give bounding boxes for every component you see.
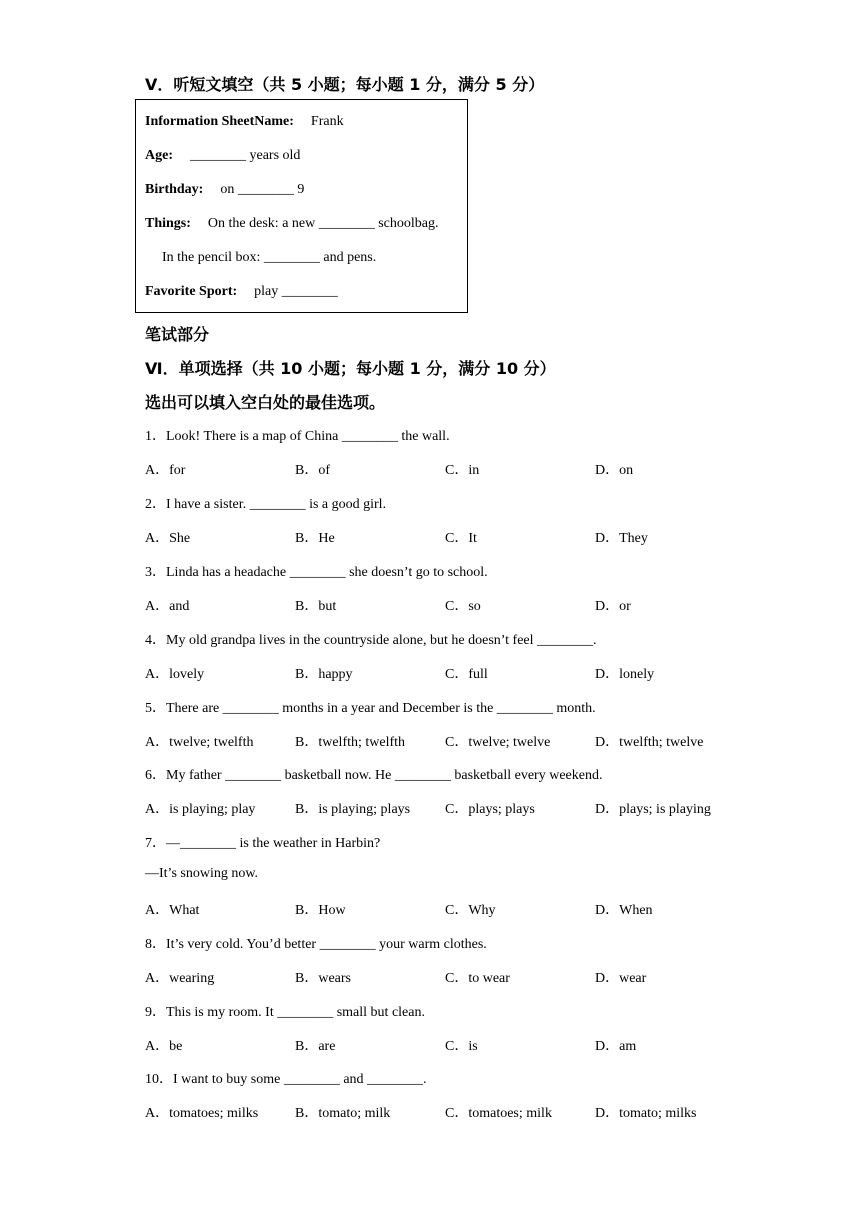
sheet-value: ________ years old bbox=[190, 148, 301, 163]
question-1-option-b[interactable]: B．of bbox=[295, 463, 330, 478]
question-7-option-b[interactable]: B．How bbox=[295, 903, 346, 918]
question-2-option-d[interactable]: D．They bbox=[595, 531, 648, 546]
question-4-option-a[interactable]: A．lovely bbox=[145, 667, 205, 682]
sheet-row-name bbox=[145, 114, 344, 130]
question-2-option-b[interactable]: B．He bbox=[295, 531, 335, 546]
question-9-stem: 9．This is my room. It ________ small but clean. bbox=[145, 1005, 425, 1020]
section-6-instruction: 选出可以填入空白处的最佳选项。 bbox=[145, 393, 386, 412]
information-sheet-box bbox=[135, 99, 468, 313]
question-6-option-d[interactable]: D．plays; is playing bbox=[595, 802, 711, 817]
question-3-option-a[interactable]: A．and bbox=[145, 599, 190, 614]
question-6-option-b[interactable]: B．is playing; plays bbox=[295, 802, 411, 817]
question-2-stem: 2．I have a sister. ________ is a good girl. bbox=[145, 497, 387, 512]
sheet-row-things bbox=[145, 216, 439, 232]
question-6-option-c[interactable]: C．plays; plays bbox=[445, 802, 535, 817]
sheet-label: Birthday: bbox=[145, 182, 204, 197]
sheet-label: Age: bbox=[145, 148, 173, 163]
question-10-option-c[interactable]: C．tomatoes; milk bbox=[445, 1106, 552, 1121]
question-7-answer-line: —It’s snowing now. bbox=[145, 866, 259, 881]
question-9-option-c[interactable]: C．is bbox=[445, 1039, 478, 1054]
question-9-option-d[interactable]: D．am bbox=[595, 1039, 637, 1054]
sheet-value: play ________ bbox=[254, 284, 338, 299]
question-7-option-d[interactable]: D．When bbox=[595, 903, 653, 918]
written-part-title: 笔试部分 bbox=[145, 325, 210, 344]
question-5-option-b[interactable]: B．twelfth; twelfth bbox=[295, 735, 406, 750]
question-9-option-b[interactable]: B．are bbox=[295, 1039, 336, 1054]
question-7-stem: 7．—________ is the weather in Harbin? bbox=[145, 836, 381, 851]
question-8-stem: 8．It’s very cold. You’d better ________ your warm clothes. bbox=[145, 937, 487, 952]
question-1-option-a[interactable]: A．for bbox=[145, 463, 186, 478]
question-4-option-c[interactable]: C．full bbox=[445, 667, 488, 682]
question-2-option-a[interactable]: A．She bbox=[145, 531, 191, 546]
sheet-value: Frank bbox=[310, 114, 344, 129]
question-3-stem: 3．Linda has a headache ________ she doesn’t go to school. bbox=[145, 565, 488, 580]
question-8-option-c[interactable]: C．to wear bbox=[445, 971, 510, 986]
sheet-row-birthday bbox=[145, 182, 304, 198]
section-6-heading: Ⅵ．单项选择（共 10 小题；每小题 1 分，满分 10 分） bbox=[145, 359, 556, 378]
question-1-stem: 1．Look! There is a map of China ________ the wall. bbox=[145, 429, 450, 444]
question-3-option-d[interactable]: D．or bbox=[595, 599, 631, 614]
question-3-option-c[interactable]: C．so bbox=[445, 599, 481, 614]
question-10-option-a[interactable]: A．tomatoes; milks bbox=[145, 1106, 259, 1121]
sheet-label: Favorite Sport: bbox=[145, 284, 238, 299]
sheet-value: In the pencil box: ________ and pens. bbox=[162, 250, 377, 265]
sheet-row-pencil-box bbox=[162, 250, 376, 266]
question-8-option-a[interactable]: A．wearing bbox=[145, 971, 215, 986]
question-5-option-a[interactable]: A．twelve; twelfth bbox=[145, 735, 254, 750]
question-6-option-a[interactable]: A．is playing; play bbox=[145, 802, 256, 817]
question-8-option-b[interactable]: B．wears bbox=[295, 971, 351, 986]
question-2-option-c[interactable]: C．It bbox=[445, 531, 477, 546]
sheet-value: on ________ 9 bbox=[220, 182, 305, 197]
question-3-option-b[interactable]: B．but bbox=[295, 599, 337, 614]
question-4-option-d[interactable]: D．lonely bbox=[595, 667, 655, 682]
sheet-label: Things: bbox=[145, 216, 191, 231]
question-4-option-b[interactable]: B．happy bbox=[295, 667, 353, 682]
question-1-option-d[interactable]: D．on bbox=[595, 463, 634, 478]
section-5-heading: Ⅴ．听短文填空（共 5 小题；每小题 1 分，满分 5 分） bbox=[145, 75, 545, 94]
question-4-stem: 4．My old grandpa lives in the countryside alone, but he doesn’t feel ________. bbox=[145, 633, 597, 648]
question-5-option-d[interactable]: D．twelfth; twelve bbox=[595, 735, 704, 750]
sheet-value: On the desk: a new ________ schoolbag. bbox=[207, 216, 439, 231]
question-5-stem: 5．There are ________ months in a year and December is the ________ month. bbox=[145, 701, 596, 716]
sheet-row-sport bbox=[145, 284, 338, 300]
question-7-option-c[interactable]: C．Why bbox=[445, 903, 496, 918]
question-1-option-c[interactable]: C．in bbox=[445, 463, 480, 478]
question-10-stem: 10．I want to buy some ________ and ________. bbox=[145, 1072, 427, 1087]
sheet-label: Information SheetName: bbox=[145, 114, 294, 129]
question-5-option-c[interactable]: C．twelve; twelve bbox=[445, 735, 551, 750]
question-6-stem: 6．My father ________ basketball now. He ________ basketball every weekend. bbox=[145, 768, 603, 783]
sheet-row-age bbox=[145, 148, 300, 164]
question-7-option-a[interactable]: A．What bbox=[145, 903, 200, 918]
question-10-option-b[interactable]: B．tomato; milk bbox=[295, 1106, 391, 1121]
question-10-option-d[interactable]: D．tomato; milks bbox=[595, 1106, 697, 1121]
question-9-option-a[interactable]: A．be bbox=[145, 1039, 183, 1054]
question-8-option-d[interactable]: D．wear bbox=[595, 971, 647, 986]
